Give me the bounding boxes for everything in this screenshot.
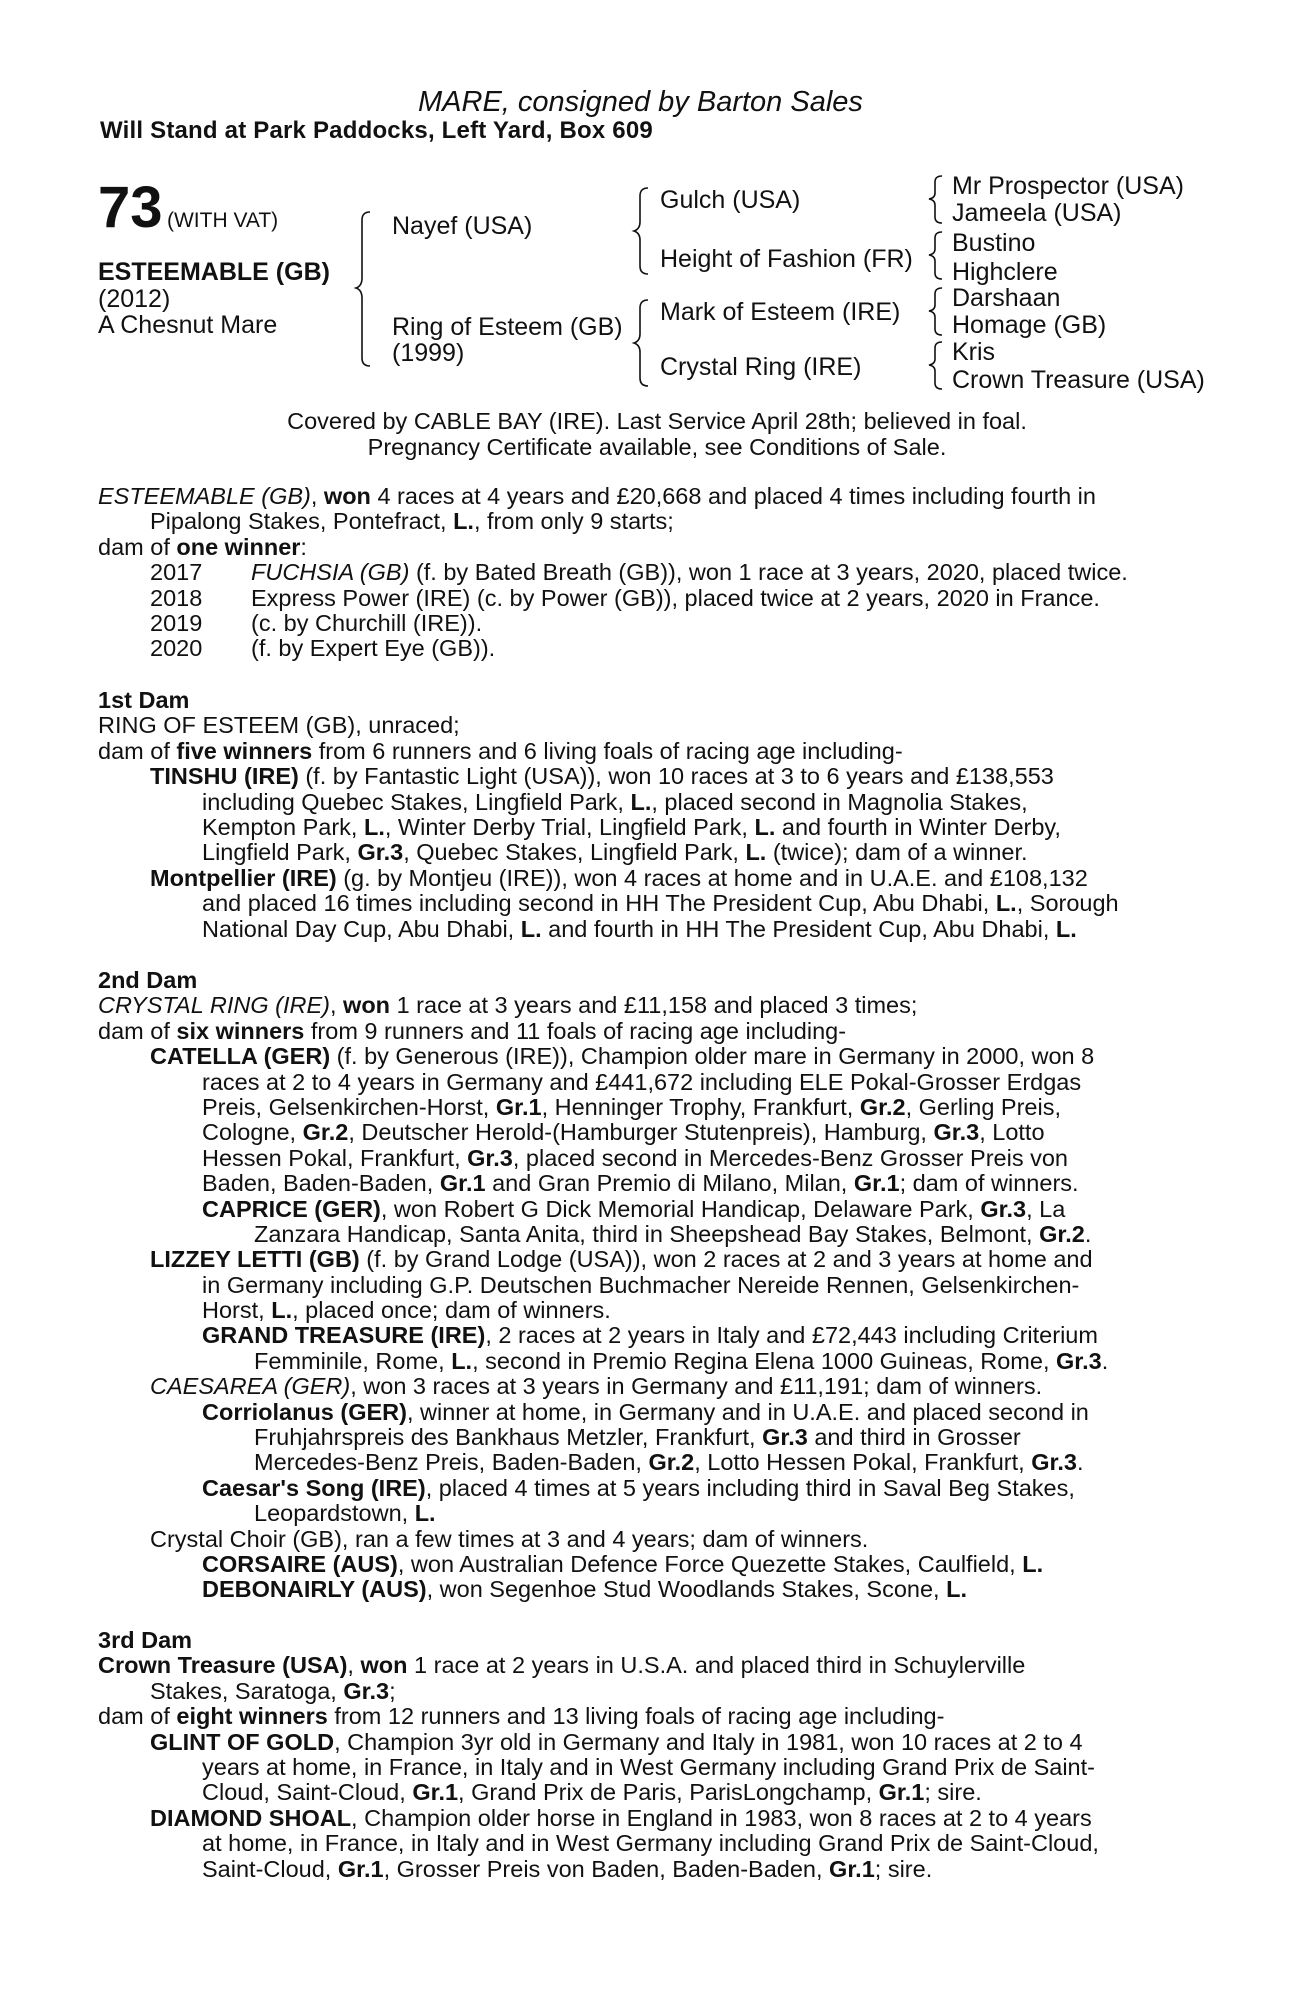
catella-name: CATELLA (GER)	[150, 1043, 331, 1070]
first-dam-heading: 1st Dam	[98, 687, 190, 713]
covered-line-1: Covered by CABLE BAY (IRE). Last Service April 28th; believed in foal.	[287, 408, 1027, 434]
intro-section: ESTEEMABLE (GB), won 4 races at 4 years and £20,668 and placed 4 times including fourth in Pipalong Stakes, Pontefract, L., from only 9 starts; dam of one winner: 2017 FUCHSIA (GB) (f. by Bated Breath (GB)), won 1 race at 3 years, 2020, placed twice. 2018 Express Power (IRE) (c. by Power (GB)), placed twice at 2 years, 2020 in France. 2019 (c. by Churchill (IRE)). 2020 (f. by Expert Eye (GB)).	[98, 484, 1198, 662]
third-dam-heading: 3rd Dam	[98, 1627, 193, 1653]
foal-row: 2020 (f. by Expert Eye (GB)).	[150, 635, 496, 662]
caesars-song-name: Caesar's Song (IRE)	[202, 1474, 426, 1501]
pedigree-brace-sire	[634, 186, 654, 276]
lizzey-letti-name: LIZZEY LETTI (GB)	[150, 1246, 360, 1273]
pedigree-brace-main	[356, 210, 376, 370]
pedigree-brace-ds	[928, 286, 948, 338]
intro-horse-name: ESTEEMABLE (GB)	[98, 483, 311, 509]
second-dam-heading: 2nd Dam	[98, 967, 198, 993]
header-line-1: MARE, consigned by Barton Sales	[418, 86, 863, 118]
foal-row: 2019 (c. by Churchill (IRE)).	[150, 609, 483, 636]
crown-treasure-name: Crown Treasure (USA)	[98, 1652, 348, 1679]
third-dam-section: 3rd Dam Crown Treasure (USA), won 1 race at 2 years in U.S.A. and placed third in Schuylerville Stakes, Saratoga, Gr.3; dam of eight winners from 12 runners and 13 living foals of racing age including- GLINT OF GOLD, Champion 3yr old in Germany and Italy in 1981, won 10 races at 2 to 4 years at home, in France, in Italy and in West Germany including Grand Prix de Saint- Cloud, Saint-Cloud, Gr.1, Grand Prix de Paris, ParisLongchamp, Gr.1; sire. DIAMOND SHOAL, Champion older horse in England in 1983, won 8 races at 2 to 4 years at home, in France, in Italy and in West Germany including Grand Prix de Saint-Cloud, Saint-Cloud, Gr.1, Grosser Preis von Baden, Baden-Baden, Gr.1; sire.	[98, 1628, 1198, 1882]
pedigree-dam-year: (1999)	[392, 339, 465, 367]
lot-block	[98, 174, 278, 241]
pedigree-sss: Mr Prospector (USA)	[952, 172, 1184, 200]
pedigree-brace-sd	[928, 230, 948, 282]
horse-desc: A Chesnut Mare	[98, 311, 278, 339]
pedigree-dds: Kris	[952, 338, 996, 366]
pedigree-sire-dam: Height of Fashion (FR)	[660, 245, 913, 273]
caprice-name: CAPRICE (GER)	[202, 1195, 381, 1222]
pedigree-dss: Darshaan	[952, 284, 1061, 312]
horse-year: (2012)	[98, 285, 171, 313]
pedigree-ssd: Jameela (USA)	[952, 199, 1122, 227]
foal-row: 2018 Express Power (IRE) (c. by Power (GB)), placed twice at 2 years, 2020 in France.	[150, 584, 1100, 611]
montpellier-name: Montpellier (IRE)	[150, 864, 337, 891]
pedigree-dam: Ring of Esteem (GB)	[392, 313, 623, 341]
grand-treasure-name: GRAND TREASURE (IRE)	[202, 1322, 486, 1349]
first-dam-section: 1st Dam RING OF ESTEEM (GB), unraced; dam of five winners from 6 runners and 6 living foals of racing age including- TINSHU (IRE) (f. by Fantastic Light (USA)), won 10 races at 3 to 6 years and £138,553 including Quebec Stakes, Lingfield Park, L., placed second in Magnolia Stakes, Kempton Park, L., Winter Derby Trial, Lingfield Park, L. and fourth in Winter Derby, Lingfield Park, Gr.3, Quebec Stakes, Lingfield Park, L. (twice); dam of a winner. Montpellier (IRE) (g. by Montjeu (IRE)), won 4 races at home and in U.A.E. and £108,132 and placed 16 times including second in HH The President Cup, Abu Dhabi, L., Sorough National Day Cup, Abu Dhabi, L. and fourth in HH The President Cup, Abu Dhabi, L.	[98, 688, 1198, 942]
pedigree-dsd: Homage (GB)	[952, 311, 1107, 339]
corriolanus-name: Corriolanus (GER)	[202, 1398, 407, 1425]
pedigree-dam-dam: Crystal Ring (IRE)	[660, 353, 862, 381]
pedigree-dam-sire: Mark of Esteem (IRE)	[660, 298, 901, 326]
pedigree-brace-dam	[634, 298, 654, 388]
crystal-choir-line: Crystal Choir (GB), ran a few times at 3 and 4 years; dam of winners.	[150, 1525, 869, 1552]
pedigree-sds: Bustino	[952, 229, 1036, 257]
pedigree-brace-dd	[928, 340, 948, 392]
pedigree-brace-ss	[928, 174, 948, 226]
corsaire-name: CORSAIRE (AUS)	[202, 1550, 398, 1577]
pedigree-sdd: Highclere	[952, 258, 1058, 286]
debonairly-name: DEBONAIRLY (AUS)	[202, 1576, 427, 1603]
horse-name: ESTEEMABLE (GB)	[98, 258, 330, 286]
foal-row: 2017 FUCHSIA (GB) (f. by Bated Breath (GB)), won 1 race at 3 years, 2020, placed twice.	[150, 559, 1128, 586]
covered-line-2: Pregnancy Certificate available, see Conditions of Sale.	[367, 434, 947, 460]
diamond-shoal-name: DIAMOND SHOAL	[150, 1804, 352, 1831]
pedigree-sire-sire: Gulch (USA)	[660, 186, 801, 214]
lot-number: 73	[98, 175, 163, 240]
tinshu-name: TINSHU (IRE)	[150, 763, 299, 790]
second-dam-section: 2nd Dam CRYSTAL RING (IRE), won 1 race at 3 years and £11,158 and placed 3 times; dam of six winners from 9 runners and 11 foals of racing age including- CATELLA (GER) (f. by Generous (IRE)), Champion older mare in Germany in 2000, won 8 races at 2 to 4 years in Germany and £441,672 including ELE Pokal-Grosser Erdgas Preis, Gelsenkirchen-Horst, Gr.1, Henninger Trophy, Frankfurt, Gr.2, Gerling Preis, Cologne, Gr.2, Deutscher Herold-(Hamburger Stutenpreis), Hamburg, Gr.3, Lotto Hessen Pokal, Frankfurt, Gr.3, placed second in Mercedes-Benz Grosser Preis von Baden, Baden-Baden, Gr.1 and Gran Premio di Milano, Milan, Gr.1; dam of winners. CAPRICE (GER), won Robert G Dick Memorial Handicap, Delaware Park, Gr.3, La Zanzara Handicap, Santa Anita, third in Sheepshead Bay Stakes, Belmont, Gr.2. LIZZEY LETTI (GB) (f. by Grand Lodge (USA)), won 2 races at 2 and 3 years at home and in Germany including G.P. Deutschen Buchmacher Nereide Rennen, Gelsenkirchen- Horst, L., placed once; dam of winners. GRAND TREASURE (IRE), 2 races at 2 years in Italy and £72,443 including Criterium Femminile, Rome, L., second in Premio Regina Elena 1000 Guineas, Rome, Gr.3. CAESAREA (GER), won 3 races at 3 years in Germany and £11,191; dam of winners. Corriolanus (GER), winner at home, in Germany and in U.A.E. and placed second in Fruhjahrspreis des Bankhaus Metzler, Frankfurt, Gr.3 and third in Grosser Mercedes-Benz Preis, Baden-Baden, Gr.2, Lotto Hessen Pokal, Frankfurt, Gr.3. Caesar's Song (IRE), placed 4 times at 5 years including third in Saval Beg Stakes, Leopardstown, L. Crystal Choir (GB), ran a few times at 3 and 4 years; dam of winners. CORSAIRE (AUS), won Australian Defence Force Quezette Stakes, Caulfield, L. DEBONAIRLY (AUS), won Segenhoe Stud Woodlands Stakes, Scone, L.	[98, 968, 1198, 1603]
pedigree-ddd: Crown Treasure (USA)	[952, 366, 1205, 394]
glint-of-gold-name: GLINT OF GOLD	[150, 1728, 335, 1755]
caesarea-name: CAESAREA (GER)	[150, 1373, 351, 1400]
header-line-2: Will Stand at Park Paddocks, Left Yard, Box 609	[100, 117, 653, 144]
vat-label: (WITH VAT)	[166, 209, 279, 232]
pedigree-sire: Nayef (USA)	[392, 212, 533, 240]
